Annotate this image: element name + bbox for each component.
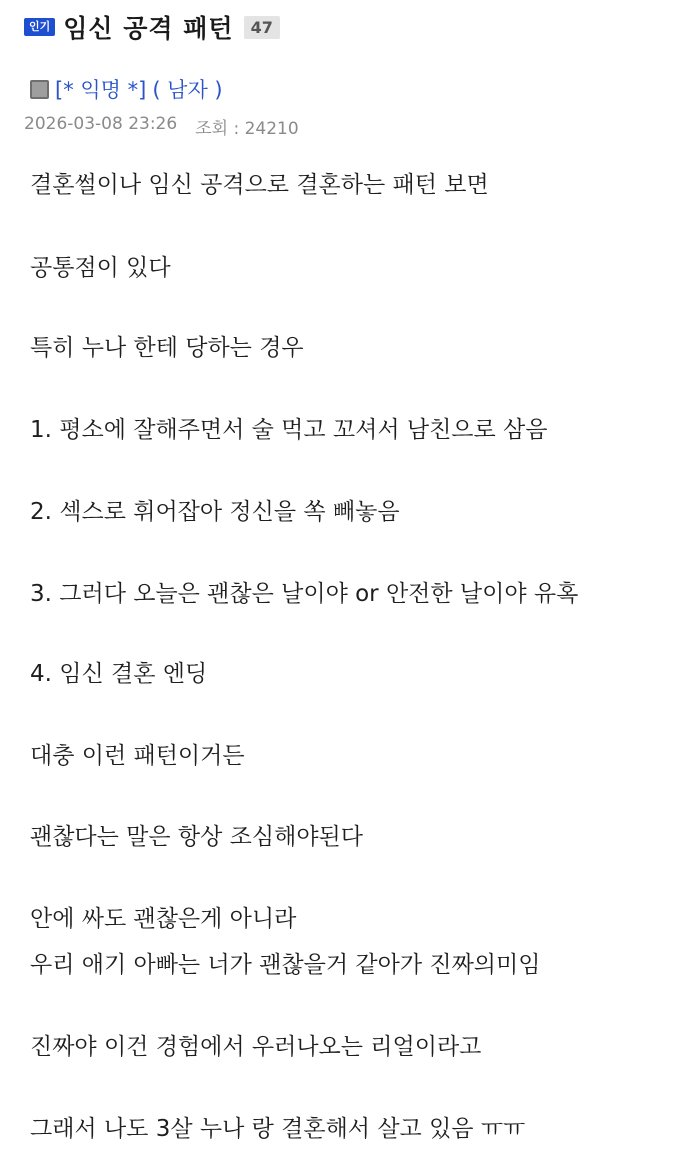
post-date: 2026-03-08 23:26 bbox=[24, 114, 178, 134]
view-count: 조회 : 24210 bbox=[195, 119, 299, 139]
body-line: 우리 애기 아빠는 너가 괜찮을거 같아가 진짜의미임 bbox=[30, 952, 541, 978]
body-line: 1. 평소에 잘해주면서 술 먹고 꼬셔서 남친으로 삼음 bbox=[30, 417, 548, 443]
body-line: 특히 누나 한테 당하는 경우 bbox=[30, 335, 304, 361]
body-line: 4. 임신 결혼 엔딩 bbox=[30, 661, 208, 687]
body-line: 결혼썰이나 임신 공격으로 결혼하는 패턴 보면 bbox=[30, 172, 489, 198]
body-line: 그래서 나도 3살 누나 랑 결혼해서 살고 있음 ㅠㅠ bbox=[30, 1116, 526, 1142]
author-name[interactable]: [* 익명 *] bbox=[55, 78, 147, 102]
body-line: 대충 이런 패턴이거든 bbox=[30, 743, 245, 769]
comment-count-badge[interactable]: 47 bbox=[244, 16, 280, 39]
body-line: 2. 섹스로 휘어잡아 정신을 쏙 빼놓음 bbox=[30, 499, 400, 525]
body-line: 3. 그러다 오늘은 괜찮은 날이야 or 안전한 날이야 유혹 bbox=[30, 581, 579, 607]
popular-badge: 인기 bbox=[24, 18, 55, 36]
anonymous-user-icon bbox=[30, 80, 49, 99]
author-gender: ( 남자 ) bbox=[152, 78, 223, 102]
post-meta bbox=[24, 114, 299, 139]
post-header bbox=[24, 10, 280, 44]
body-line: 공통점이 있다 bbox=[30, 255, 171, 281]
body-line: 안에 싸도 괜찮은게 아니라 bbox=[30, 906, 297, 932]
author-row bbox=[30, 74, 223, 104]
body-line: 괜찮다는 말은 항상 조심해야된다 bbox=[30, 824, 363, 850]
body-line: 진짜야 이건 경험에서 우러나오는 리얼이라고 bbox=[30, 1034, 482, 1060]
post-title: 임신 공격 패턴 bbox=[63, 14, 234, 43]
